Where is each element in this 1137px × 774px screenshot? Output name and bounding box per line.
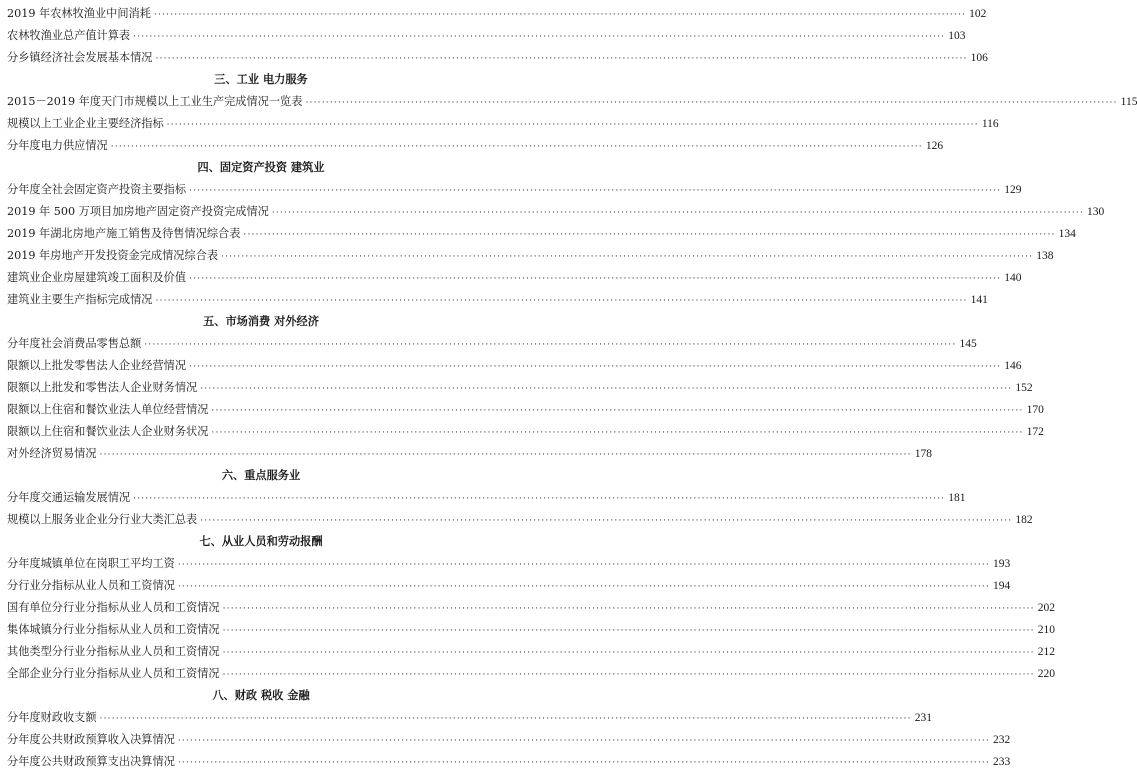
toc-entry-title: 2019 年 500 万项目加房地产固定资产投资完成情况 (7, 205, 269, 218)
dot-leader: ········································································································································································································ (221, 252, 1034, 262)
toc-entry-page-number: 129 (1004, 184, 1022, 196)
dot-leader: ········································································································································································································ (153, 10, 967, 20)
dot-leader: ········································································································································································································ (177, 736, 990, 746)
dot-leader: ········································································································································································································ (155, 296, 968, 306)
section-heading: 三、工业 电力服务 (214, 73, 308, 86)
toc-entry-page-number: 126 (925, 140, 944, 152)
toc-entry[interactable] (7, 421, 1044, 443)
toc-entry[interactable] (7, 333, 977, 355)
toc-entry-page-number: 130 (1087, 206, 1105, 218)
toc-entry-title: 分年度电力供应情况 (7, 139, 108, 152)
dot-leader: ········································································································································································································ (243, 230, 1056, 240)
toc-entry-title: 限额以上批发和零售法人企业财务情况 (7, 381, 198, 394)
toc-entry-page-number: 140 (1004, 272, 1022, 284)
toc-entry-title: 分年度全社会固定资产投资主要指标 (7, 183, 187, 196)
dot-leader: ········································································································································································································ (222, 670, 1035, 680)
toc-entry-title: 2019 年农林牧渔业中间消耗 (7, 7, 151, 20)
dot-leader: ········································································································································································································ (189, 186, 1002, 196)
toc-entry[interactable] (7, 201, 1105, 223)
toc-entry[interactable] (7, 3, 987, 25)
toc-entry[interactable] (7, 663, 1055, 685)
toc-entry-title: 分年度社会消费品零售总额 (7, 337, 142, 350)
toc-entry-title: 分年度交通运输发展情况 (7, 491, 131, 504)
toc-entry[interactable] (7, 113, 999, 135)
toc-entry-title: 其他类型分行业分指标从业人员和工资情况 (7, 645, 220, 658)
toc-entry[interactable] (7, 487, 966, 509)
toc-entry-page-number: 146 (1004, 360, 1022, 372)
dot-leader: ········································································································································································································ (110, 142, 923, 152)
toc-entry-page-number: 220 (1037, 668, 1055, 680)
dot-leader: ········································································································································································································ (211, 406, 1024, 416)
toc-entry-page-number: 115 (1120, 96, 1137, 108)
dot-leader: ········································································································································································································ (200, 384, 1013, 394)
toc-entry-title: 限额以上批发零售法人企业经营情况 (7, 359, 187, 372)
toc-entry-title: 集体城镇分行业分指标从业人员和工资情况 (7, 623, 220, 636)
toc-entry-page-number: 152 (1015, 382, 1033, 394)
toc-entry-title: 分年度公共财政预算支出决算情况 (7, 755, 175, 768)
dot-leader: ········································································································································································································ (222, 604, 1035, 614)
toc-entry-title: 全部企业分行业分指标从业人员和工资情况 (7, 667, 220, 680)
toc-entry[interactable] (7, 91, 1137, 113)
toc-entry-title: 规模以上服务业企业分行业大类汇总表 (7, 513, 198, 526)
toc-entry[interactable] (7, 377, 1033, 399)
dot-leader: ········································································································································································································ (177, 758, 990, 768)
toc-entry[interactable] (7, 355, 1022, 377)
toc-entry-page-number: 178 (914, 448, 932, 460)
toc-entry-page-number: 145 (959, 338, 977, 350)
toc-entry[interactable] (7, 399, 1044, 421)
dot-leader: ········································································································································································································ (166, 120, 979, 130)
toc-entry[interactable] (7, 619, 1055, 641)
toc-entry-title: 规模以上工业企业主要经济指标 (7, 117, 164, 130)
toc-entry[interactable] (7, 245, 1054, 267)
section-heading: 七、从业人员和劳动报酬 (199, 535, 323, 548)
toc-entry[interactable] (7, 553, 1011, 575)
dot-leader: ········································································································································································································ (177, 582, 990, 592)
toc-entry-title: 限额以上住宿和餐饮业法人企业财务状况 (7, 425, 209, 438)
dot-leader: ········································································································································································································ (189, 274, 1002, 284)
toc-entry-title: 建筑业企业房屋建筑竣工面积及价值 (7, 271, 187, 284)
toc-entry-page-number: 202 (1037, 602, 1055, 614)
toc-entry-title: 2015－2019 年度天门市规模以上工业生产完成情况一览表 (7, 95, 303, 108)
table-of-contents (7, 3, 1137, 773)
toc-entry[interactable] (7, 509, 1033, 531)
toc-entry-title: 分年度财政收支额 (7, 711, 97, 724)
toc-entry[interactable] (7, 443, 932, 465)
toc-entry-page-number: 141 (970, 294, 988, 306)
dot-leader: ········································································································································································································ (271, 208, 1085, 218)
toc-entry-title: 2019 年房地产开发投资金完成情况综合表 (7, 249, 219, 262)
dot-leader: ········································································································································································································ (144, 340, 957, 350)
toc-entry[interactable] (7, 135, 944, 157)
toc-entry[interactable] (7, 223, 1076, 245)
toc-entry[interactable] (7, 267, 1022, 289)
toc-entry[interactable] (7, 751, 1011, 773)
dot-leader: ········································································································································································································ (99, 714, 912, 724)
toc-entry[interactable] (7, 179, 1022, 201)
toc-entry-title: 分乡镇经济社会发展基本情况 (7, 51, 153, 64)
toc-entry[interactable] (7, 641, 1055, 663)
toc-entry[interactable] (7, 289, 988, 311)
dot-leader: ········································································································································································································ (222, 626, 1035, 636)
toc-entry-title: 建筑业主要生产指标完成情况 (7, 293, 153, 306)
toc-entry[interactable] (7, 47, 988, 69)
toc-entry-title: 分年度城镇单位在岗职工平均工资 (7, 557, 175, 570)
section-heading: 五、市场消费 对外经济 (203, 315, 319, 328)
toc-entry-page-number: 212 (1037, 646, 1055, 658)
toc-entry-page-number: 194 (993, 580, 1011, 592)
toc-entry-page-number: 103 (948, 30, 966, 42)
toc-entry-page-number: 138 (1036, 250, 1054, 262)
toc-entry-title: 分年度公共财政预算收入决算情况 (7, 733, 175, 746)
dot-leader: ········································································································································································································ (222, 648, 1035, 658)
section-heading: 八、财政 税收 金融 (212, 689, 310, 702)
toc-entry[interactable] (7, 25, 966, 47)
dot-leader: ········································································································································································································ (305, 98, 1118, 108)
dot-leader: ········································································································································································································ (99, 450, 912, 460)
toc-entry-title: 国有单位分行业分指标从业人员和工资情况 (7, 601, 220, 614)
toc-entry-page-number: 231 (914, 712, 932, 724)
toc-entry-page-number: 172 (1026, 426, 1044, 438)
dot-leader: ········································································································································································································ (133, 32, 946, 42)
toc-entry-page-number: 106 (970, 52, 988, 64)
toc-entry[interactable] (7, 729, 1011, 751)
toc-entry-page-number: 134 (1058, 228, 1076, 240)
toc-entry-title: 分行业分指标从业人员和工资情况 (7, 579, 175, 592)
dot-leader: ········································································································································································································ (200, 516, 1013, 526)
toc-entry-page-number: 233 (993, 756, 1011, 768)
dot-leader: ········································································································································································································ (211, 428, 1024, 438)
dot-leader: ········································································································································································································ (189, 362, 1002, 372)
toc-entry-page-number: 193 (993, 558, 1011, 570)
toc-entry-title: 农林牧渔业总产值计算表 (7, 29, 131, 42)
toc-entry-page-number: 210 (1037, 624, 1055, 636)
toc-entry-page-number: 182 (1015, 514, 1033, 526)
toc-entry[interactable] (7, 707, 932, 729)
toc-entry-page-number: 102 (969, 8, 987, 20)
toc-entry-title: 对外经济贸易情况 (7, 447, 97, 460)
toc-entry-page-number: 116 (981, 118, 999, 130)
toc-entry-page-number: 232 (993, 734, 1011, 746)
toc-entry-title: 2019 年湖北房地产施工销售及待售情况综合表 (7, 227, 241, 240)
toc-entry-page-number: 170 (1026, 404, 1044, 416)
section-heading: 六、重点服务业 (221, 469, 301, 482)
toc-entry-title: 限额以上住宿和餐饮业法人单位经营情况 (7, 403, 209, 416)
toc-entry-page-number: 181 (948, 492, 966, 504)
dot-leader: ········································································································································································································ (133, 494, 946, 504)
section-heading: 四、固定资产投资 建筑业 (197, 161, 325, 174)
toc-entry[interactable] (7, 575, 1011, 597)
dot-leader: ········································································································································································································ (155, 54, 968, 64)
dot-leader: ········································································································································································································ (177, 560, 990, 570)
toc-entry[interactable] (7, 597, 1055, 619)
